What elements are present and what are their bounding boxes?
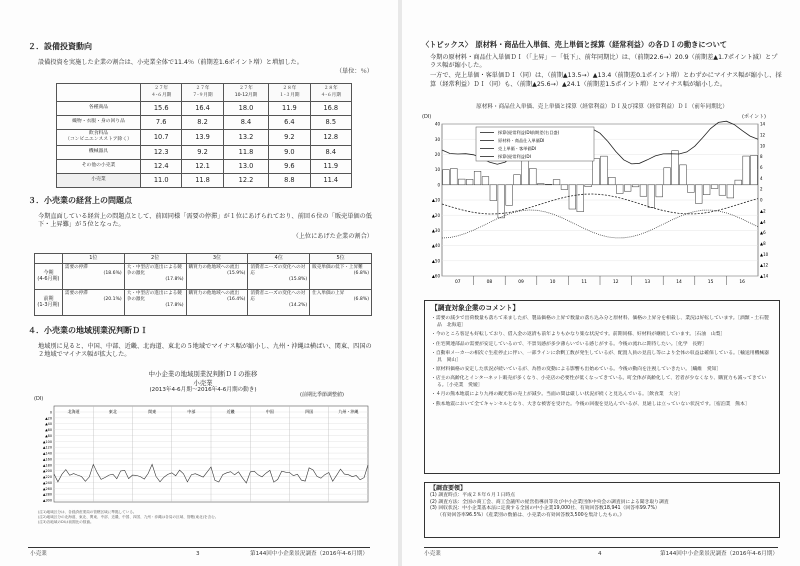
delta-bar <box>640 185 647 196</box>
delta-bar <box>451 168 458 184</box>
delta-bar <box>601 156 608 185</box>
problem-cell <box>62 263 124 289</box>
table-cell: 13.2 <box>223 130 269 146</box>
y-tick-label: 0 <box>49 410 52 415</box>
bullet-icon: ・ <box>431 341 436 347</box>
chart-note: (前期比季節調整値) <box>300 392 344 398</box>
table-cell: 12.1 <box>182 159 223 173</box>
delta-bar <box>672 151 679 185</box>
problem-percent: (6.8%) <box>353 270 369 276</box>
problem-percent: (15.9%) <box>227 270 246 276</box>
delta-bar <box>569 185 576 209</box>
region-label: 中国 <box>265 409 274 414</box>
left-axis-label: 20 <box>434 152 440 157</box>
delta-bar <box>632 185 639 187</box>
survey-line: (1) 調査時点：平成２８年６月１日時点 <box>430 493 516 499</box>
comment-item <box>431 351 773 364</box>
legend-label: 原材料・商品仕入単価DI <box>498 138 545 143</box>
delta-bar <box>688 185 695 193</box>
footer-rule <box>28 547 370 548</box>
right-axis-label: 14 <box>760 121 766 127</box>
legend-label: 採算(経常利益)DI前期差(右目盛) <box>498 130 560 135</box>
rank-header: 4位 <box>248 254 310 264</box>
right-axis-label: 8 <box>760 154 763 160</box>
region-label: 関東 <box>148 409 157 414</box>
left-axis-label: ▲50 <box>431 258 440 264</box>
survey-box <box>424 482 780 538</box>
table-row <box>57 130 352 146</box>
table-row <box>35 263 372 289</box>
left-axis-label: 30 <box>434 136 440 142</box>
right-axis-label: ▲6 <box>760 230 766 236</box>
table-cell: 16.4 <box>182 102 223 116</box>
footer-left: 小売業 <box>424 551 441 558</box>
footer-right: 第144回中小企業景況調査（2016年4-6月期） <box>250 551 368 558</box>
left-axis-label: ▲60 <box>431 273 440 279</box>
comment-text: 店主の高齢化とインターネット販売が多くなり、小売店の必要性が低くなってきている。町全体が高齢化して、若者が少なくなり、購買力も減ってきている。［小売業 愛媛］ <box>435 376 767 388</box>
y-tick-label: ▲260 <box>42 486 52 491</box>
table-row <box>57 159 352 173</box>
section-problems <box>28 196 373 241</box>
table-cell: 8.2 <box>182 116 223 130</box>
table-cell: 13.9 <box>182 130 223 146</box>
problem-cell <box>186 263 248 289</box>
region-label: 九州・沖縄 <box>338 409 359 414</box>
table-cell: 11.8 <box>182 173 223 187</box>
delta-bar <box>664 168 671 185</box>
delta-bar <box>703 185 710 195</box>
left-axis-label: ▲20 <box>431 212 440 218</box>
comments-title: 【調査対象企業のコメント】 <box>431 304 520 312</box>
comment-item <box>431 392 773 398</box>
chart-title: 中小企業の地域別業況判断ＤＩの推移 <box>148 370 258 378</box>
table-cell: 6.4 <box>269 116 310 130</box>
right-axis-label: ▲8 <box>760 241 766 247</box>
x-tick-label: 15 <box>707 280 714 285</box>
corner-cell <box>57 84 141 102</box>
comment-item <box>431 316 773 329</box>
y-tick-label: ▲240 <box>42 480 52 485</box>
y-tick-label: ▲40 <box>45 422 52 427</box>
right-axis-label: ▲2 <box>760 208 766 214</box>
rank-header: 1位 <box>62 254 124 264</box>
y-tick-label: ▲220 <box>42 475 52 480</box>
chart-unit-left: (DI) <box>422 114 432 120</box>
rank-header: 5位 <box>310 254 372 264</box>
section-text: 設備投資を実施した企業の割合は、小売業全体で11.4％（前期差1.6ポイント増）と増加した。 <box>38 58 303 66</box>
problem-text: 購買力の他地域への流出 <box>188 264 240 270</box>
delta-bar <box>751 155 758 185</box>
problem-cell <box>248 289 310 315</box>
comment-item <box>431 332 773 338</box>
comment-item <box>431 341 773 348</box>
problem-text: 大・中型店の進出による競争の激化 <box>126 264 182 276</box>
table-cell: 11.9 <box>310 159 351 173</box>
comment-item <box>431 401 773 408</box>
row-label: 小売業 <box>57 173 141 187</box>
x-tick-label: 12 <box>613 280 619 285</box>
header-row <box>35 254 372 264</box>
delta-bar <box>466 179 473 184</box>
chart-unit-right: (ポイント) <box>742 114 766 120</box>
right-axis-label: ▲14 <box>760 273 769 279</box>
right-axis-label: 12 <box>760 132 766 138</box>
problem-text: 消費者ニーズの変化への対応 <box>250 290 306 302</box>
column-header: ２８年 ４-６月期 <box>310 84 351 102</box>
table-cell: 8.8 <box>269 173 310 187</box>
footer-right: 第144回中小企業景況調査（2016年4-6月期） <box>660 551 778 558</box>
region-label: 東北 <box>108 409 117 414</box>
delta-bar <box>530 168 537 184</box>
left-axis-label: 10 <box>434 167 440 173</box>
table-cell: 11.9 <box>269 102 310 116</box>
table-cell: 10.7 <box>141 130 182 146</box>
problem-percent: (17.8%) <box>165 303 184 309</box>
table-cell: 9.2 <box>269 130 310 146</box>
problem-cell <box>310 289 372 315</box>
table-row <box>57 116 352 130</box>
table-cell: 13.0 <box>223 159 269 173</box>
table-cell: 15.6 <box>141 102 182 116</box>
delta-bar <box>514 175 521 185</box>
page-left <box>0 0 398 566</box>
x-tick-label: 13 <box>644 280 651 285</box>
table-cell: 12.8 <box>310 130 351 146</box>
survey-list <box>430 493 774 519</box>
topics-text-1: 今期の原材料・商品仕入単価ＤＩ（「上昇」－「低下」、前年同期比）は、（前期22.6→）20.9（前期差▲1.7ポイント減）とプラス幅が縮小した。 <box>430 53 778 70</box>
bullet-icon: ・ <box>431 351 436 357</box>
bullet-icon: ・ <box>431 392 436 398</box>
table-cell: 11.0 <box>141 173 182 187</box>
right-axis-label: 4 <box>760 175 763 181</box>
y-tick-label: ▲100 <box>42 439 52 444</box>
comment-text: 原材料価格の安定した状況が続いているが、為替の変動による影響も出始めている。今後の動向を注視していきたい。［繊維 愛知］ <box>435 366 722 372</box>
delta-bar <box>482 177 489 185</box>
x-tick-label: 07 <box>455 280 461 285</box>
table-cell: 12.3 <box>141 145 182 159</box>
right-axis-label: 6 <box>760 165 763 171</box>
chart-subtitle: 小売業 <box>193 378 213 387</box>
comment-item <box>431 376 773 389</box>
problem-text: 購買力の他地域への流出 <box>188 290 240 296</box>
problem-cell <box>124 263 186 289</box>
table-cell: 18.0 <box>223 102 269 116</box>
page-number: 3 <box>196 551 200 558</box>
left-axis-label: 40 <box>434 121 440 127</box>
survey-line: (3) 回収状況：中小企業基本法に定義する全国の中小企業19,000社、有効回答数18,941（回答率99.7%） <box>430 506 660 512</box>
problem-text: 消費者ニーズの変化への対応 <box>250 264 306 276</box>
problem-text: 販売単価の低下・上昇難 <box>312 264 363 270</box>
delta-bar <box>537 184 544 185</box>
row-label: 各種商品 <box>57 102 141 116</box>
section-text: 地域別に見ると、中国、中部、近畿、北海道、東北の５地域でマイナス幅が縮小し、九州・沖縄は横ばい、関東、四国の２地域でマイナス幅が拡大した。 <box>38 342 372 359</box>
right-axis-label: ▲10 <box>760 251 769 257</box>
table-cell: 12.2 <box>223 173 269 187</box>
delta-bar <box>474 171 481 184</box>
topics <box>422 40 782 89</box>
section-text: 今期直面している経営上の問題点として、前回同様「需要の停滞」が１位にあげられており、前回６位の「販売単価の低下・上昇難」が５位となった。 <box>38 212 372 229</box>
comment-text: 住宅関連部品の需要が安定しているので、不景気感が多少薄らいでいる感じがする。今後の流れに期待したい。［化学 長野］ <box>435 341 707 347</box>
chart-title: 原材料・商品仕入単価、売上単価と採算（経常利益）ＤＩ及び採算（経常利益）ＤＩ（前年同期比） <box>476 104 728 110</box>
problem-percent: (16.4%) <box>227 296 246 302</box>
comment-text: ４月の熊本地震により九州の観光客の売上が減少。当面の間は厳しい状況が続くと見込んでいる。［飲食業 大分］ <box>435 392 683 398</box>
table-cell: 8.4 <box>223 116 269 130</box>
topics-title: 〈トピックス〉 原材料・商品仕入単価、売上単価と採算（経常利益）の各ＤＩの動きについて <box>422 40 727 49</box>
delta-bar <box>577 185 584 212</box>
comment-item <box>431 366 773 373</box>
problem-percent: (20.1%) <box>103 296 122 302</box>
table-cell: 9.6 <box>269 159 310 173</box>
table-cell: 12.4 <box>141 159 182 173</box>
column-header: ２７年 ７-９月期 <box>182 84 223 102</box>
unit-label: （上位にあげた企業の割合） <box>292 232 373 240</box>
problem-percent: (6.8%) <box>353 296 369 302</box>
topics-chart <box>420 120 782 292</box>
chart-period: (2013年4-6月期～2016年4-6月期の動き) <box>149 387 257 394</box>
y-tick-label: ▲120 <box>42 445 52 450</box>
region-label: 中部 <box>187 409 196 414</box>
survey-title: 【調査要領】 <box>430 485 467 492</box>
table-row <box>35 289 372 315</box>
column-header: ２８年 １-３月期 <box>269 84 310 102</box>
table-cell: 9.2 <box>182 145 223 159</box>
page-number: 4 <box>598 551 602 558</box>
section-regional <box>28 326 373 360</box>
right-axis-label: ▲4 <box>760 219 766 225</box>
delta-bar <box>680 165 687 185</box>
comment-text: 自動車メーカーの相次ぐ生産停止に伴い、一部ラインに余剰工数が発生しているが、配置人員の見直し等により全体の収益は確保している。［輸送用機械器具 岡山］ <box>435 351 769 363</box>
region-label: 北海道 <box>67 409 80 414</box>
table-cell: 7.6 <box>141 116 182 130</box>
di-label: (DI) <box>34 396 44 402</box>
delta-bar <box>561 185 568 190</box>
row-label: 機械器具 <box>57 145 141 159</box>
unit-label: （単位：％） <box>335 68 373 76</box>
right-axis-label: ▲12 <box>760 262 769 268</box>
y-tick-label: ▲160 <box>42 457 52 462</box>
left-axis-label: ▲10 <box>431 197 440 203</box>
x-tick-label: 14 <box>676 280 682 285</box>
table-cell: 11.4 <box>310 173 351 187</box>
delta-bar <box>522 159 529 185</box>
problems-table <box>34 253 372 316</box>
right-axis-label: 2 <box>760 186 763 192</box>
capex-table <box>56 83 352 188</box>
x-tick-label: 10 <box>549 280 556 285</box>
table-cell: 8.4 <box>310 145 351 159</box>
delta-bar <box>553 180 560 185</box>
delta-bar <box>735 180 742 185</box>
bullet-icon: ・ <box>431 401 436 407</box>
y-tick-label: ▲140 <box>42 451 52 456</box>
y-tick-label: ▲280 <box>42 492 52 497</box>
right-axis-label: 10 <box>760 143 766 149</box>
table-row <box>57 173 352 187</box>
x-tick-label: 16 <box>739 280 745 285</box>
bullet-icon: ・ <box>431 366 436 372</box>
problem-percent: (17.8%) <box>165 277 184 283</box>
bullet-icon: ・ <box>431 316 436 322</box>
regional-chart <box>34 402 372 508</box>
row-label: その他の小売業 <box>57 159 141 173</box>
y-tick-label: ▲80 <box>45 433 52 438</box>
comment-text: 熊本地震において全てキャンセルとなり、大きな被害を受けた。今後の回復を見込んでいるが、見通しは立っていない状況です。［宿泊業 熊本］ <box>435 401 750 407</box>
row-label: 織物・衣服・身の回り品 <box>57 116 141 130</box>
row-label: 飲食料品 （コンビニエンスストア除く） <box>57 130 141 146</box>
period-label: 今期 (4-6月期) <box>35 263 63 289</box>
topics-text-2: 一方で、売上単価・客単価ＤＩ（同）は、（前期▲13.5→）▲13.4（前期差0.1ポイント増）とわずかにマイナス幅が縮小し、採算（経常利益）ＤＩ（同）も、（前期▲25.6→）▲24.1（前期差1.5ポイント増）とマイナス幅が縮小した。 <box>430 72 782 88</box>
period-label: 前期 (1-3月期) <box>35 289 63 315</box>
delta-bar <box>506 185 513 206</box>
legend-label: 売上単価・客単価DI <box>498 146 536 151</box>
table-cell: 11.8 <box>223 145 269 159</box>
legend-label: 採算(経常利益)DI <box>498 154 531 159</box>
problem-cell <box>124 289 186 315</box>
right-axis-label: 0 <box>760 197 763 203</box>
comments-list <box>431 316 773 408</box>
delta-bar <box>648 185 655 208</box>
bullet-icon: ・ <box>431 332 436 338</box>
page-right <box>402 0 800 566</box>
problem-text: 大・中型店の進出による競争の激化 <box>126 290 182 302</box>
delta-bar <box>458 179 465 185</box>
delta-bar <box>609 177 616 185</box>
problem-cell <box>186 289 248 315</box>
section-title: ３．小売業の経営上の問題点 <box>28 196 132 205</box>
column-header: ２７年 10-12月期 <box>223 84 269 102</box>
problem-cell <box>248 263 310 289</box>
footer-rule <box>424 547 778 548</box>
region-label: 四国 <box>305 409 314 414</box>
problem-text: 仕入単価の上昇 <box>312 290 345 296</box>
problem-text: 需要の停滞 <box>64 264 88 270</box>
chart-footnotes: (注1)地域区分は、各経済産業局の管轄区域に準拠している。 (注2)地域区分の北海道、東北、関東、中部、近畿、中国、四国、九州・沖縄は各局の区域、管轄(東北)を含む。 (注3)各地域のDIは前期比の数値。 <box>38 510 219 524</box>
delta-bar <box>585 185 592 187</box>
delta-bar <box>616 185 623 194</box>
table-cell: 8.5 <box>310 116 351 130</box>
delta-bar <box>743 156 750 185</box>
delta-bar <box>656 185 663 197</box>
delta-bar <box>490 185 497 201</box>
y-tick-label: ▲60 <box>45 428 52 433</box>
left-axis-label: ▲40 <box>431 243 440 249</box>
problem-percent: (18.6%) <box>103 270 122 276</box>
x-tick-label: 09 <box>518 280 524 285</box>
header-row <box>57 84 352 102</box>
problem-text: 需要の停滞 <box>64 290 88 296</box>
comment-text: 需要の減少で出荷数量も落ちて来ましたが、製品価格の上昇で数量の落ち込み分と原材料、価格の上昇分を相殺し、業況は好転しています。［酒類・土石製品 北海道］ <box>435 316 769 328</box>
column-header: ２７年 ４-６月期 <box>141 84 182 102</box>
table-cell: 16.8 <box>310 102 351 116</box>
y-tick-label: ▲20 <box>45 416 52 421</box>
x-tick-label: 11 <box>581 280 587 285</box>
problem-cell <box>310 263 372 289</box>
left-axis-label: 0 <box>437 182 440 188</box>
delta-bar <box>695 185 702 204</box>
region-label: 近畿 <box>226 409 235 414</box>
y-tick-label: ▲300 <box>42 498 52 503</box>
footer-left: 小売業 <box>30 551 47 558</box>
survey-line: （有効回答率96.5%）《産業別の数値は、小売業の有効回答数3,500を集計したもの。》 <box>430 512 625 518</box>
delta-bar <box>727 185 734 198</box>
section-title: ２．設備投資動向 <box>28 42 92 51</box>
rank-header: 3位 <box>186 254 248 264</box>
corner-cell <box>35 254 63 264</box>
delta-bar <box>624 185 631 191</box>
table-cell: 9.0 <box>269 145 310 159</box>
delta-bar <box>593 158 600 185</box>
section-title: ４．小売業の地域別業況判断ＤＩ <box>28 326 148 335</box>
y-tick-label: ▲180 <box>42 463 52 468</box>
table-row <box>57 102 352 116</box>
delta-bar <box>719 185 726 195</box>
problem-percent: (15.8%) <box>288 277 308 283</box>
problem-cell <box>62 289 124 315</box>
problem-percent: (14.2%) <box>288 303 308 309</box>
comments-box <box>424 300 780 474</box>
bullet-icon: ・ <box>431 376 436 382</box>
delta-bar <box>711 185 718 189</box>
section-capex <box>28 42 373 77</box>
rank-header: 2位 <box>124 254 186 264</box>
y-tick-label: ▲200 <box>42 469 52 474</box>
table-row <box>57 145 352 159</box>
delta-bar <box>443 170 450 185</box>
x-tick-label: 08 <box>486 280 493 285</box>
survey-line: (2) 調査方法：全国の商工会、商工会議所の経営指導員等及び中小企業団体中央会の調査員による聞き取り調査 <box>430 499 669 505</box>
comment-text: 今のところ客足も好転しており、借入金の返済も前年よりもかなり楽な状況です。前期同様、好材料が継続しています。［石油 山梨］ <box>435 332 726 338</box>
left-axis-label: ▲30 <box>431 228 440 233</box>
